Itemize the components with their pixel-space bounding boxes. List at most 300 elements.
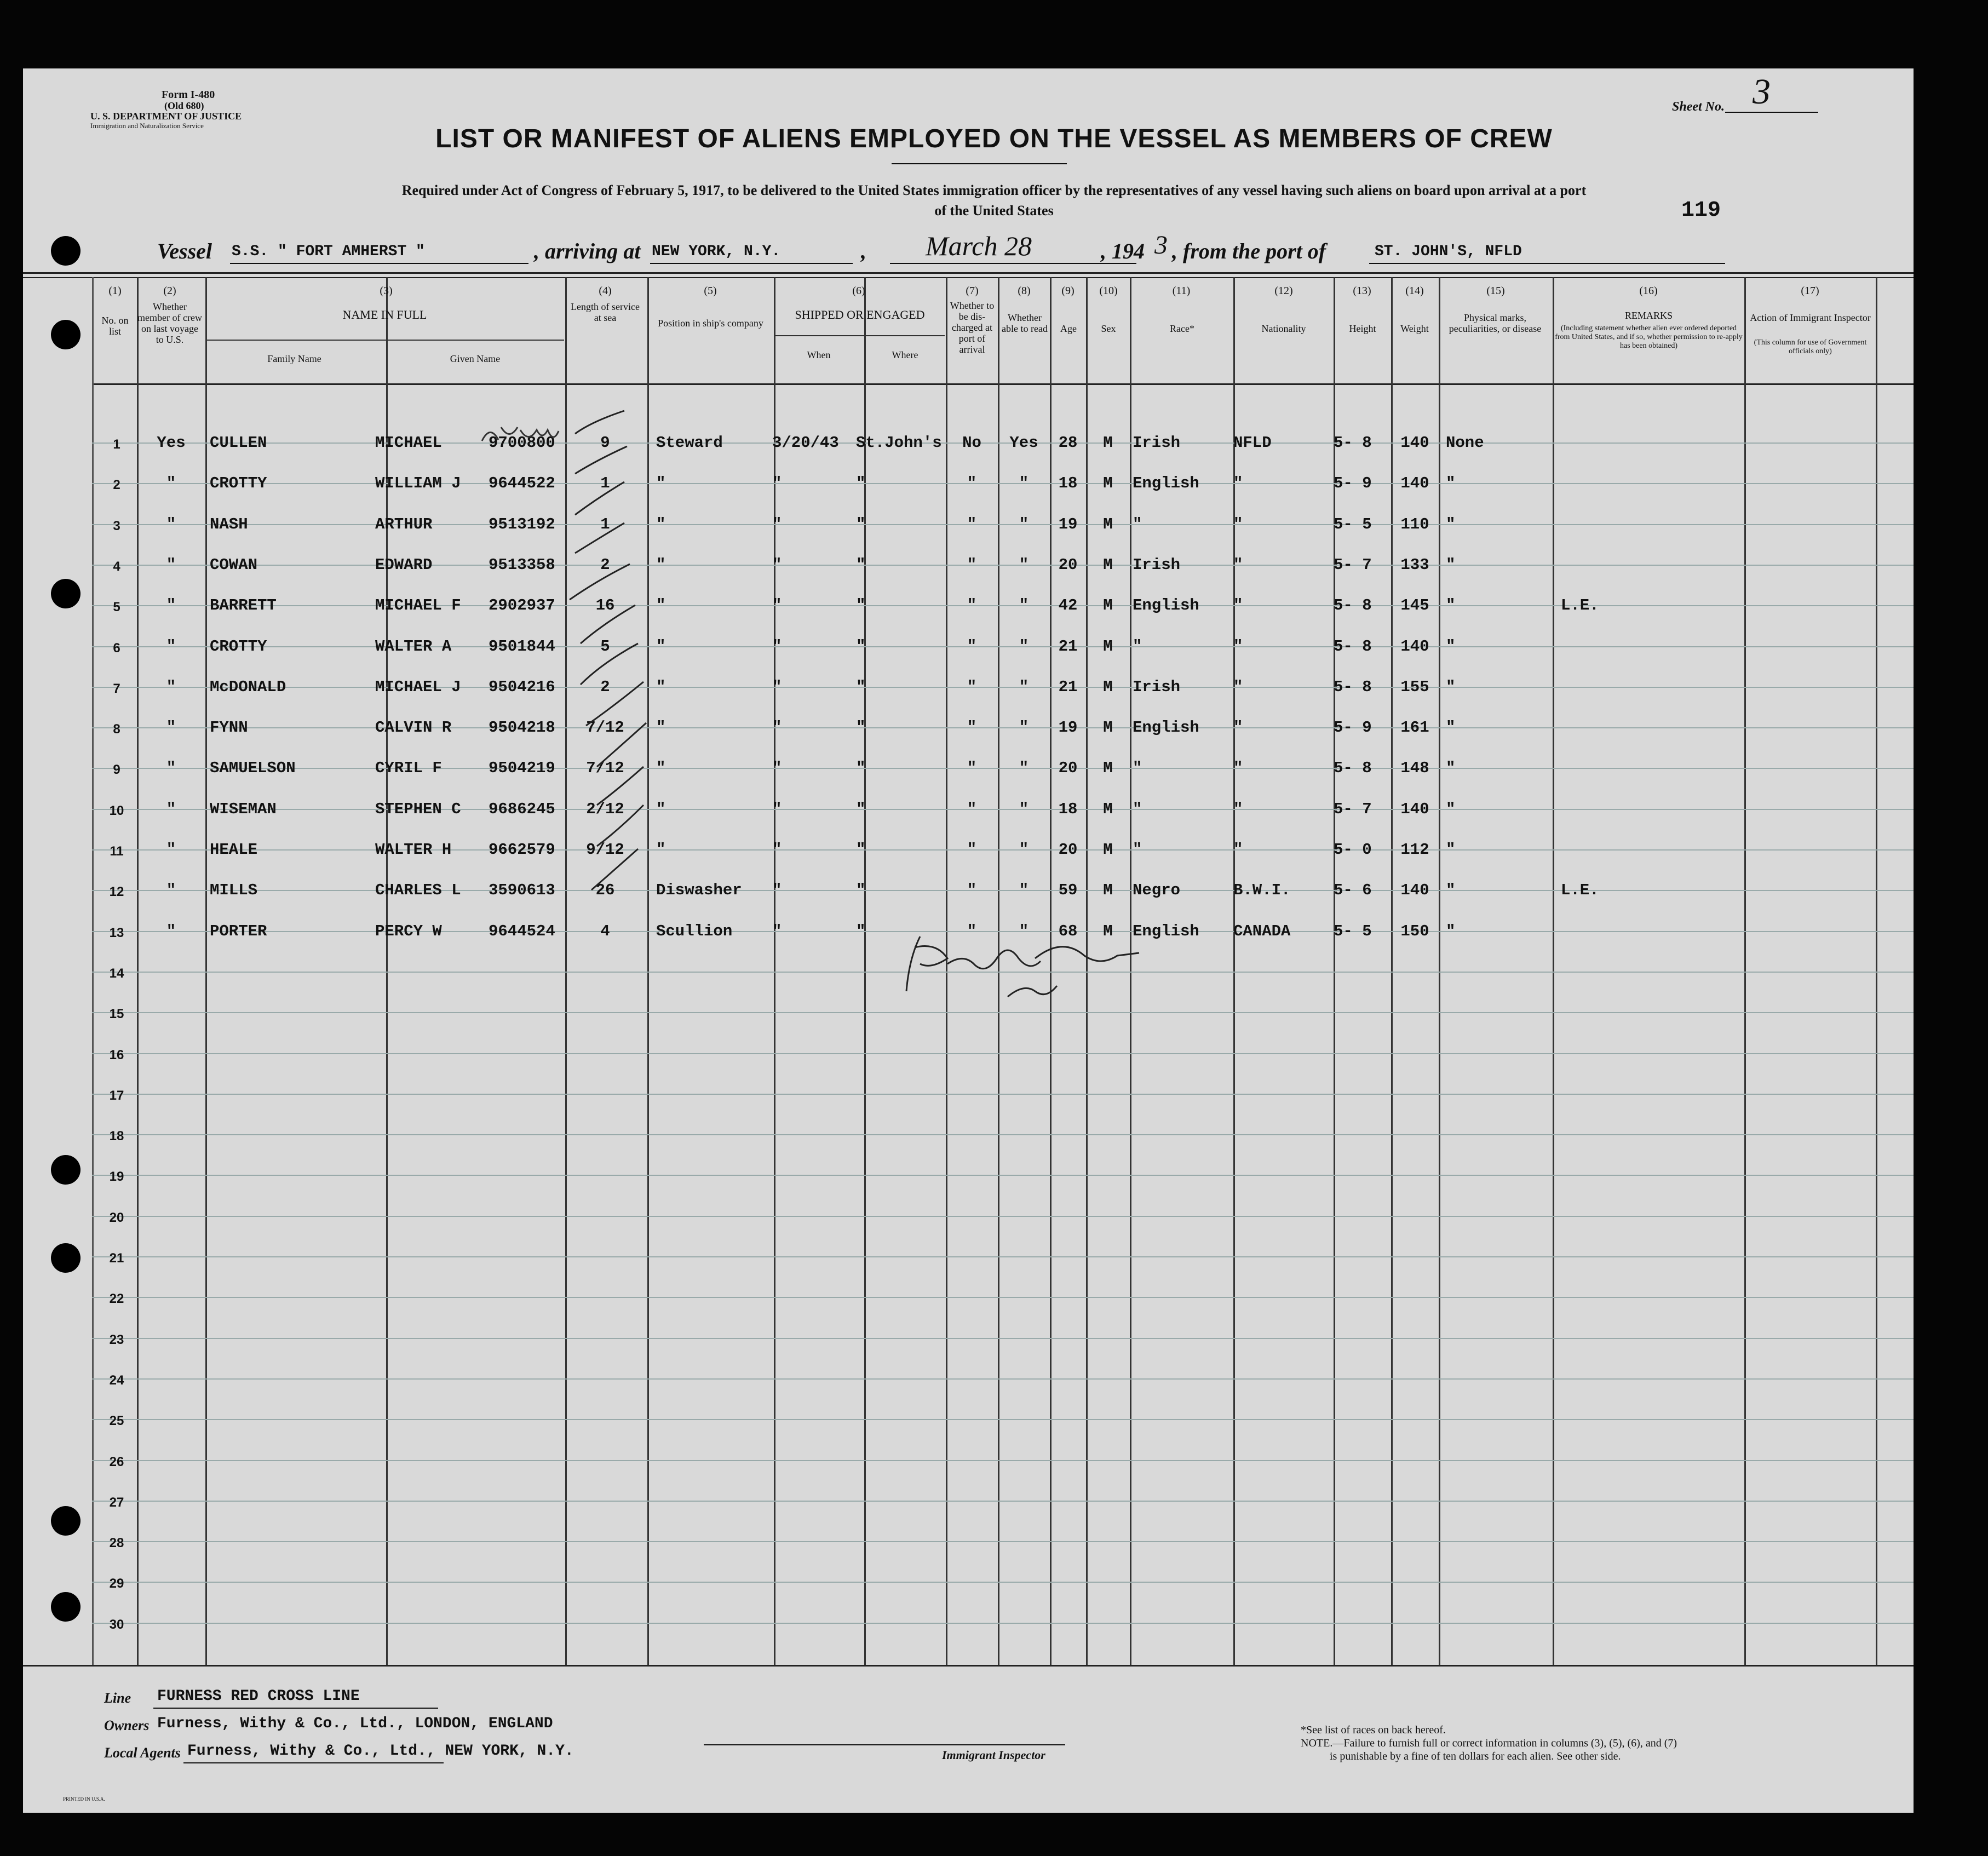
cell-family: MILLS [210,881,258,899]
cell-when: " [772,881,782,899]
cell-nationality: " [1233,719,1243,737]
col-action-inspector: Action of Immigrant Inspector [1750,312,1871,323]
cell-height: 5- 9 [1334,719,1372,737]
cell-nationality: " [1233,556,1243,574]
cell-sex: M [1103,759,1113,777]
arriving-underline [650,263,853,264]
cell-race: " [1133,515,1142,533]
cell-where: " [856,922,866,940]
cell-nationality: NFLD [1233,434,1272,452]
row-number: 18 [109,1129,124,1144]
row-number: 26 [109,1455,124,1469]
cell-where: " [856,800,866,818]
cell-read: " [1019,678,1029,696]
cell-sex: M [1103,637,1113,656]
cell-where: " [856,515,866,533]
cell-where: St.John's [856,434,942,452]
cell-when: " [772,922,782,940]
cell-position: Scullion [656,922,733,940]
cell-discharged: " [967,881,977,899]
cell-marks: " [1446,881,1456,899]
cell-weight: 140 [1400,881,1429,899]
owners-label: Owners [104,1717,150,1733]
cell-service: 16 [595,596,615,614]
col-name-in-full: NAME IN FULL [342,308,427,321]
row-number: 15 [109,1007,124,1021]
cell-age: 21 [1058,637,1078,656]
cell-marks: " [1446,841,1456,859]
cell-discharged: " [967,474,977,492]
row-number: 6 [113,641,120,656]
line-value: FURNESS RED CROSS LINE [157,1688,360,1705]
agents-label: Local Agents [104,1745,181,1761]
cell-read: " [1019,637,1029,656]
cell-when: " [772,678,782,696]
vessel-label: Vessel [157,239,212,263]
cell-marks: " [1446,678,1456,696]
row-number: 12 [109,884,124,899]
cell-read: " [1019,596,1029,614]
cell-when: " [772,556,782,574]
cell-family: COWAN [210,556,258,574]
sheet-number: 3 [1753,72,1771,112]
cell-service: 2 [600,678,610,696]
cell-family: NASH [210,515,248,533]
row-rule [92,1419,1914,1420]
cell-given: STEPHEN C [375,800,461,818]
cell-remarks: L.E. [1561,596,1599,614]
cell-weight: 140 [1400,434,1429,452]
column-number: (4) [599,285,612,297]
sheet-underline [1725,112,1818,113]
line-label: Line [104,1690,131,1706]
cell-given: WALTER H [375,841,452,859]
shipped-subrule [775,335,945,336]
cell-race: " [1133,637,1142,656]
row-rule [92,1338,1914,1339]
cell-family: SAMUELSON [210,759,296,777]
service-name: Immigration and Naturalization Service [90,122,204,130]
cell-where: " [856,719,866,737]
cell-sex: M [1103,922,1113,940]
row-number: 22 [109,1291,124,1306]
cell-race: English [1133,719,1199,737]
cell-marks: None [1446,434,1484,452]
row-number: 29 [109,1576,124,1591]
cell-cert: 9662579 [489,841,555,859]
column-subrule [864,335,866,1665]
cell-nationality: " [1233,637,1243,656]
cell-position: " [656,841,666,859]
col-age: Age [1060,323,1077,334]
row-number: 30 [109,1617,124,1632]
cell-last: " [166,719,176,737]
cell-given: EDWARD [375,556,433,574]
cell-service: 9/12 [586,841,624,859]
cell-marks: " [1446,719,1456,737]
cell-service: 7/12 [586,759,624,777]
cell-race: English [1133,596,1199,614]
old-form-number: (Old 680) [164,100,204,111]
cell-discharged: " [967,515,977,533]
cell-where: " [856,556,866,574]
races-note: *See list of races on back hereof. [1301,1724,1446,1736]
row-number: 10 [109,803,124,818]
row-number: 7 [113,681,120,696]
row-rule [92,1501,1914,1502]
col-family-name: Family Name [267,353,321,364]
cell-discharged: " [967,556,977,574]
cell-cert: 9686245 [489,800,555,818]
cell-age: 59 [1058,881,1078,899]
cell-family: CULLEN [210,434,267,452]
column-number: (15) [1486,285,1505,297]
cell-service: 26 [595,881,615,899]
cell-nationality: " [1233,800,1243,818]
line-underline [153,1708,438,1709]
row-rule [92,1216,1914,1217]
cell-race: English [1133,474,1199,492]
row-number: 8 [113,722,120,737]
cell-read: Yes [1009,434,1038,452]
cell-discharged: " [967,841,977,859]
cell-when: " [772,596,782,614]
cell-nationality: " [1233,678,1243,696]
cell-nationality: B.W.I. [1233,881,1291,899]
cell-cert: 9700800 [489,434,555,452]
stamp-number: 119 [1681,198,1721,223]
cell-age: 20 [1058,841,1078,859]
cell-when: " [772,637,782,656]
row-rule [92,1094,1914,1095]
cell-last: " [166,881,176,899]
column-number: (5) [704,285,717,297]
cell-when: " [772,474,782,492]
cell-nationality: " [1233,596,1243,614]
comma: , [861,239,866,263]
cell-position: Diswasher [656,881,742,899]
cell-given: CHARLES L [375,881,461,899]
header-bottom-rule [92,383,1914,385]
cell-nationality: CANADA [1233,922,1291,940]
cell-marks: " [1446,515,1456,533]
cell-service: 2 [600,556,610,574]
cell-sex: M [1103,800,1113,818]
cell-height: 5- 8 [1334,596,1372,614]
cell-last: Yes [157,434,186,452]
row-rule [92,1175,1914,1176]
cell-discharged: " [967,637,977,656]
row-number: 5 [113,600,120,614]
row-number: 17 [109,1088,124,1103]
cell-marks: " [1446,759,1456,777]
cell-race: Irish [1133,434,1181,452]
cell-last: " [166,515,176,533]
cell-where: " [856,637,866,656]
punch-hole [51,1506,81,1536]
cell-given: ARTHUR [375,515,433,533]
cell-where: " [856,678,866,696]
date-underline [890,263,1136,264]
row-number: 20 [109,1210,124,1225]
col-remarks-note: (Including statement whether alien ever ordered deported from United States, and if so, whether permission to re-apply has been obtained) [1555,324,1743,350]
form-number: Form I-480 [162,89,215,101]
cell-family: CROTTY [210,474,267,492]
cell-sex: M [1103,596,1113,614]
cell-height: 5- 6 [1334,881,1372,899]
cell-given: MICHAEL J [375,678,461,696]
col-action-note: (This column for use of Government officials only) [1754,338,1867,355]
cell-family: McDONALD [210,678,286,696]
penalty-note-line2: is punishable by a fine of ten dollars for each alien. See other side. [1330,1750,1621,1762]
cell-marks: " [1446,596,1456,614]
row-rule [92,1623,1914,1624]
cell-given: CYRIL F [375,759,442,777]
cell-last: " [166,637,176,656]
column-number: (6) [852,285,865,297]
row-rule [92,1053,1914,1054]
cell-height: 5- 8 [1334,434,1372,452]
cell-nationality: " [1233,759,1243,777]
column-number: (16) [1639,285,1658,297]
cell-cert: 9504219 [489,759,555,777]
cell-last: " [166,841,176,859]
row-number: 19 [109,1169,124,1184]
inspector-signature-icon [898,926,1150,1008]
col-no-on-list: No. on list [101,315,129,337]
row-rule [92,1134,1914,1135]
row-number: 14 [109,966,124,981]
row-number: 13 [109,926,124,940]
cell-where: " [856,759,866,777]
cell-race: " [1133,841,1142,859]
cell-cert: 9644524 [489,922,555,940]
cell-cert: 9504218 [489,719,555,737]
cell-race: " [1133,800,1142,818]
cell-position: " [656,759,666,777]
cell-family: BARRETT [210,596,277,614]
cell-family: CROTTY [210,637,267,656]
col-sex: Sex [1101,323,1116,334]
column-rule [1439,277,1440,1665]
title-rule [892,163,1067,164]
cell-position: " [656,637,666,656]
cell-height: 5- 5 [1334,515,1372,533]
column-number: (1) [108,285,122,297]
col-position: Position in ship's company [658,318,763,329]
row-number: 28 [109,1536,124,1550]
column-number: (8) [1018,285,1031,297]
from-label: , from the port of [1172,239,1326,263]
agents-underline [183,1762,444,1763]
name-subrule [205,340,564,341]
row-rule [92,1012,1914,1013]
subtitle-line2: of the United States [934,203,1054,219]
cell-read: " [1019,841,1029,859]
cell-when: " [772,719,782,737]
cell-marks: " [1446,474,1456,492]
cell-height: 5- 8 [1334,759,1372,777]
column-rule [1744,277,1746,1665]
cell-age: 18 [1058,800,1078,818]
cell-position: " [656,556,666,574]
cell-marks: " [1446,800,1456,818]
cell-family: HEALE [210,841,258,859]
row-number: 4 [113,559,120,574]
cell-age: 42 [1058,596,1078,614]
arriving-port: NEW YORK, N.Y. [652,243,781,260]
from-port: ST. JOHN'S, NFLD [1375,243,1522,260]
cell-read: " [1019,474,1029,492]
cell-height: 5- 5 [1334,922,1372,940]
row-number: 27 [109,1495,124,1510]
row-number: 9 [113,762,120,777]
cell-age: 68 [1058,922,1078,940]
punch-hole [51,579,81,608]
column-number: (10) [1099,285,1118,297]
cell-weight: 145 [1400,596,1429,614]
col-physical-marks: Physical marks, peculiarities, or disease [1449,312,1542,334]
cell-race: English [1133,922,1199,940]
cell-age: 20 [1058,759,1078,777]
cell-when: " [772,841,782,859]
row-number: 1 [113,437,120,452]
from-underline [1369,263,1725,264]
cell-service: 9 [600,434,610,452]
col-weight: Weight [1400,323,1429,334]
cell-where: " [856,596,866,614]
cell-race: Negro [1133,881,1181,899]
col-shipped-engaged: SHIPPED OR ENGAGED [795,308,925,321]
cell-position: " [656,515,666,533]
agents-value: Furness, Withy & Co., Ltd., NEW YORK, N.Y. [187,1743,574,1760]
column-number: (14) [1405,285,1424,297]
cell-sex: M [1103,841,1113,859]
row-number: 3 [113,519,120,533]
column-number: (3) [380,285,393,297]
cell-weight: 155 [1400,678,1429,696]
cell-race: " [1133,759,1142,777]
year-label: , 194 [1101,239,1145,263]
cell-given: WALTER A [375,637,452,656]
col-remarks: REMARKS [1624,310,1673,321]
cell-given: WILLIAM J [375,474,461,492]
column-number: (13) [1353,285,1371,297]
cell-read: " [1019,800,1029,818]
cell-read: " [1019,719,1029,737]
cell-sex: M [1103,719,1113,737]
cell-given: MICHAEL [375,434,442,452]
handwritten-cert-number [476,419,564,452]
cell-position: " [656,678,666,696]
cell-height: 5- 8 [1334,678,1372,696]
punch-hole [51,320,81,349]
cell-nationality: " [1233,841,1243,859]
row-number: 11 [110,844,124,859]
cell-sex: M [1103,556,1113,574]
cell-weight: 148 [1400,759,1429,777]
cell-where: " [856,841,866,859]
page-title: LIST OR MANIFEST OF ALIENS EMPLOYED ON THE VESSEL AS MEMBERS OF CREW [435,124,1553,153]
cell-service: 4 [600,922,610,940]
cell-discharged: " [967,678,977,696]
arrival-date-handwritten: March 28 [926,231,1032,261]
penalty-note-line1: NOTE.—Failure to furnish full or correct information in columns (3), (5), (6), and (7) [1301,1737,1677,1749]
cell-height: 5- 7 [1334,800,1372,818]
cell-sex: M [1103,474,1113,492]
year-handwritten: 3 [1154,231,1168,260]
cell-cert: 2902937 [489,596,555,614]
cell-read: " [1019,515,1029,533]
cell-nationality: " [1233,474,1243,492]
punch-hole [51,1155,81,1185]
cell-height: 5- 0 [1334,841,1372,859]
cell-age: 18 [1058,474,1078,492]
cell-race: Irish [1133,556,1181,574]
subtitle-line1: Required under Act of Congress of February 5, 1917, to be delivered to the United States immigration officer by the representatives of any vessel having such aliens on board upon arrival at a port [401,182,1587,198]
cell-weight: 161 [1400,719,1429,737]
row-rule [92,1541,1914,1542]
inspector-signature-line [704,1744,1065,1745]
cell-last: " [166,556,176,574]
punch-hole [51,1243,81,1273]
column-number: (9) [1061,285,1075,297]
cell-position: " [656,719,666,737]
cell-weight: 140 [1400,474,1429,492]
cell-remarks: L.E. [1561,881,1599,899]
cell-when: 3/20/43 [772,434,839,452]
cell-when: " [772,759,782,777]
cell-given: MICHAEL F [375,596,461,614]
cell-sex: M [1103,678,1113,696]
punch-hole [51,236,81,266]
col-race: Race* [1170,323,1194,334]
cell-cert: 9644522 [489,474,555,492]
row-number: 16 [109,1048,124,1062]
cell-height: 5- 8 [1334,637,1372,656]
cell-weight: 110 [1400,515,1429,533]
row-rule [92,1378,1914,1380]
cell-discharged: No [962,434,981,452]
cell-service: 1 [600,474,610,492]
cell-sex: M [1103,515,1113,533]
cell-height: 5- 9 [1334,474,1372,492]
cell-weight: 133 [1400,556,1429,574]
cell-cert: 9513192 [489,515,555,533]
cell-last: " [166,922,176,940]
cell-read: " [1019,759,1029,777]
inspector-label: Immigrant Inspector [942,1748,1045,1762]
cell-position: " [656,800,666,818]
vessel-name: S.S. " FORT AMHERST " [232,243,425,260]
cell-age: 20 [1058,556,1078,574]
col-length-of-service: Length of service at sea [571,301,640,323]
cell-discharged: " [967,596,977,614]
cell-position: " [656,596,666,614]
agency-name: U. S. DEPARTMENT OF JUSTICE [90,111,242,122]
cell-discharged: " [967,759,977,777]
cell-cert: 9513358 [489,556,555,574]
cell-cert: 9504216 [489,678,555,696]
cell-discharged: " [967,800,977,818]
cell-where: " [856,474,866,492]
column-number: (17) [1801,285,1819,297]
col-able-to-read: Whether able to read [1002,312,1048,334]
cell-height: 5- 7 [1334,556,1372,574]
sheet-label: Sheet No. [1672,100,1725,114]
row-number: 21 [109,1251,124,1266]
cell-position: Steward [656,434,723,452]
